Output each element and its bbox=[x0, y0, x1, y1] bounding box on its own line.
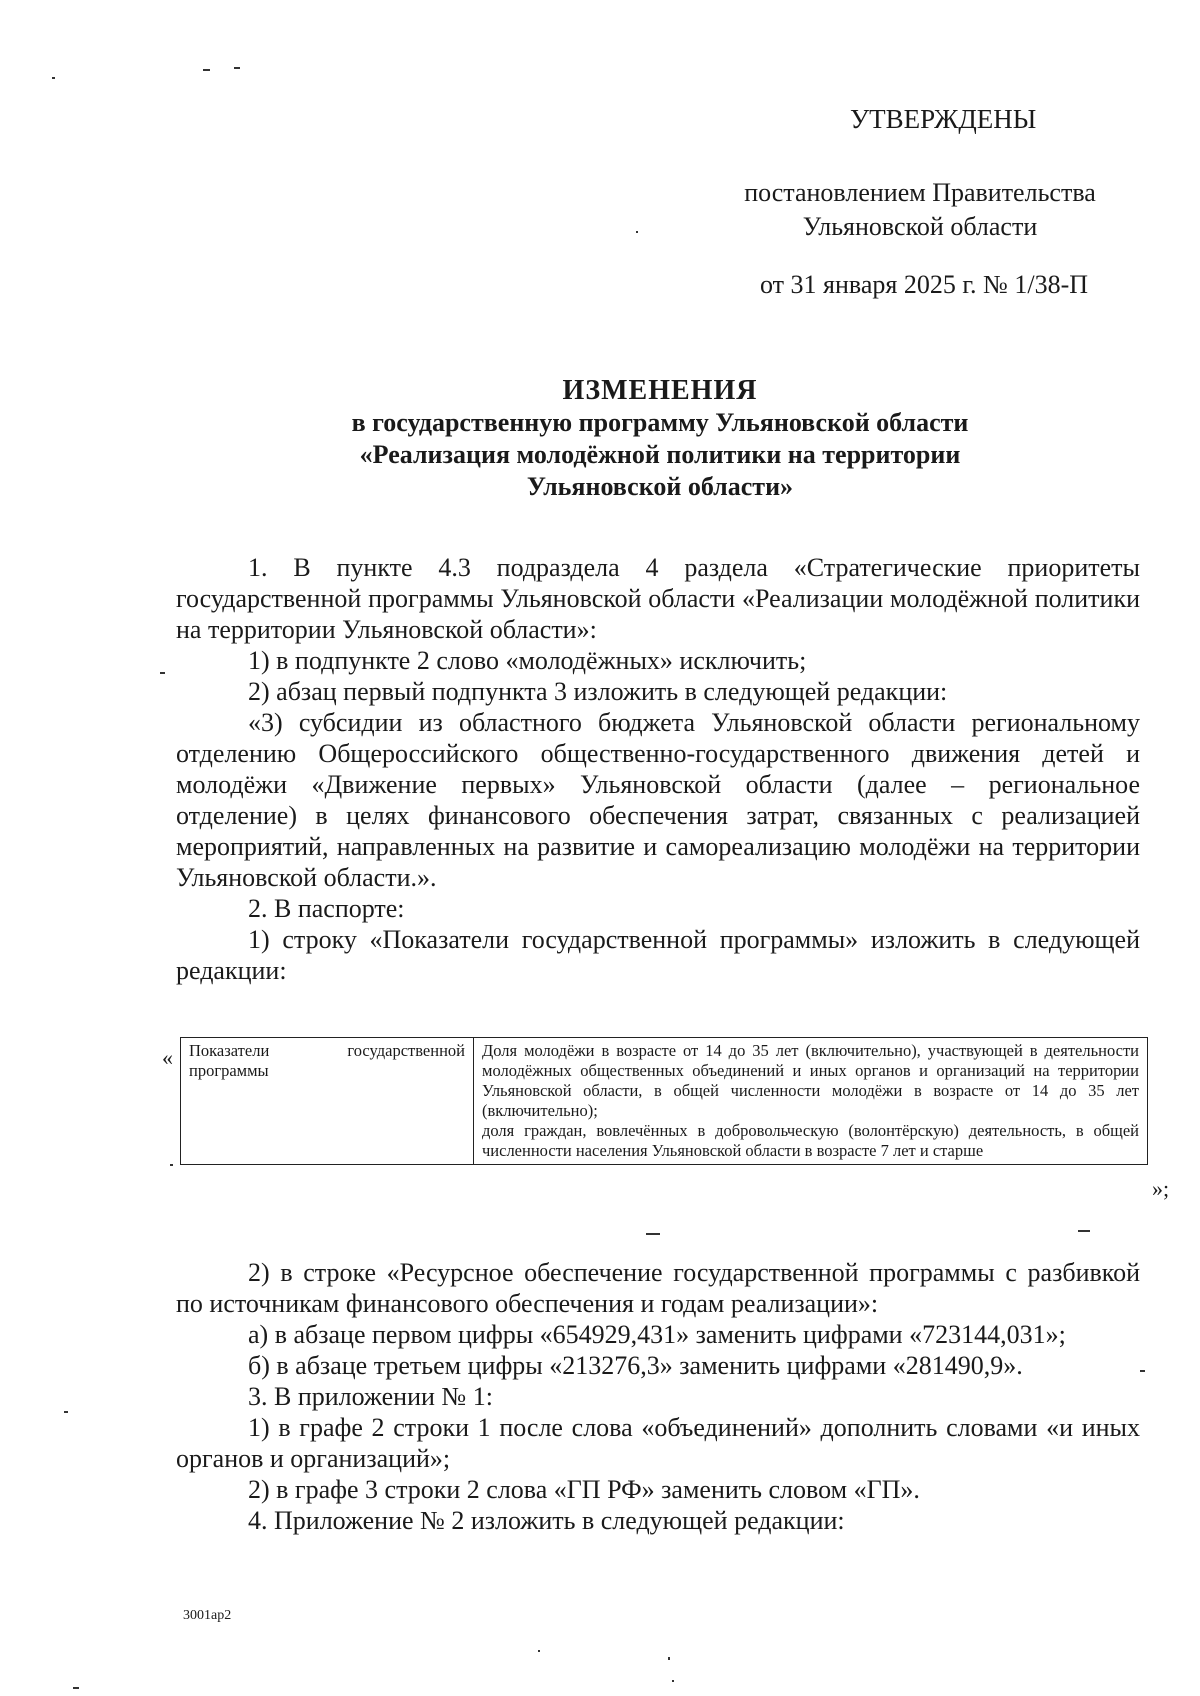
label-word-1: Показатели bbox=[189, 1041, 270, 1060]
scan-speck bbox=[203, 69, 210, 71]
paragraph-2-2: 2) в строке «Ресурсное обеспечение государственной программы с разбивкой по источникам финансового обеспечения и годам реализации»: bbox=[176, 1258, 1140, 1318]
paragraph-2: 2. В паспорте: bbox=[248, 894, 405, 923]
indicators-label-cell bbox=[181, 1038, 474, 1165]
scan-speck bbox=[170, 1164, 173, 1166]
title-line-2: в государственную программу Ульяновской области bbox=[351, 408, 969, 437]
title-line-3: «Реализация молодёжной политики на территории bbox=[359, 440, 961, 469]
label-word-2: государственной bbox=[347, 1041, 465, 1060]
scan-speck bbox=[668, 1657, 670, 1660]
scan-speck bbox=[64, 1411, 68, 1413]
decree-date-number: от 31 января 2025 г. № 1/38-П bbox=[760, 270, 1089, 299]
indicators-table bbox=[180, 1037, 1148, 1165]
scan-speck bbox=[1078, 1230, 1090, 1232]
decree-line-1: постановлением Правительства bbox=[744, 178, 1096, 207]
paragraph-1-2: 2) абзац первый подпункта 3 изложить в следующей редакции: bbox=[248, 677, 948, 706]
paragraph-2-1: 1) строку «Показатели государственной программы» изложить в следующей редакции: bbox=[176, 925, 1140, 985]
scan-speck bbox=[234, 67, 240, 69]
paragraph-4: 4. Приложение № 2 изложить в следующей редакции: bbox=[248, 1506, 845, 1535]
scan-speck bbox=[672, 1680, 674, 1682]
label-word-3: программы bbox=[189, 1061, 269, 1080]
paragraph-1-3-quote: «3) субсидии из областного бюджета Ульяновской области региональному отделению Общероссийского общественно-государственного движения детей и молодёжи «Движение первых» Ульяновской области (далее – региональное отделение) в целях финансового обеспечения затрат, связанных с реализацией мероприятий, направленных на развитие и самореализацию молодёжи на территории Ульяновской области.». bbox=[176, 708, 1140, 892]
decree-line-2: Ульяновской области bbox=[802, 212, 1038, 241]
paragraph-3-2: 2) в графе 3 строки 2 слова «ГП РФ» заменить словом «ГП». bbox=[248, 1475, 920, 1504]
document-code: 3001ap2 bbox=[183, 1608, 232, 1623]
paragraph-1: 1. В пункте 4.3 подраздела 4 раздела «Стратегические приоритеты государственной программы Ульяновской области «Реализации молодёжной политики на территории Ульяновской области»: bbox=[176, 553, 1140, 644]
approved-stamp: УТВЕРЖДЕНЫ bbox=[850, 104, 1037, 134]
table-quote-open: « bbox=[162, 1045, 173, 1070]
paragraph-1-1: 1) в подпункте 2 слово «молодёжных» исключить; bbox=[248, 646, 807, 675]
scan-speck bbox=[73, 1687, 79, 1689]
scan-speck bbox=[1140, 1370, 1145, 1372]
indicator-2-text: доля граждан, вовлечённых в добровольческую (волонтёрскую) деятельность, в общей численности населения Ульяновской области в возрасте 7 лет и старше bbox=[482, 1121, 1139, 1160]
table-row bbox=[181, 1038, 1148, 1165]
title-main: ИЗМЕНЕНИЯ bbox=[562, 375, 758, 406]
paragraph-3-1: 1) в графе 2 строки 1 после слова «объединений» дополнить словами «и иных органов и организаций»; bbox=[176, 1413, 1140, 1473]
document-title bbox=[180, 375, 1140, 503]
indicators-value-cell bbox=[474, 1038, 1148, 1165]
decree-reference bbox=[700, 176, 1140, 244]
scan-speck bbox=[52, 77, 55, 79]
paragraph-2-2-b: б) в абзаце третьем цифры «213276,3» заменить цифрами «281490,9». bbox=[248, 1351, 1023, 1380]
scan-speck bbox=[160, 672, 165, 674]
table-quote-close: »; bbox=[1152, 1176, 1170, 1201]
title-line-4: Ульяновской области» bbox=[526, 472, 794, 501]
paragraph-2-2-a: а) в абзаце первом цифры «654929,431» заменить цифрами «723144,031»; bbox=[248, 1320, 1066, 1349]
paragraph-3: 3. В приложении № 1: bbox=[248, 1382, 493, 1411]
body-text-top bbox=[176, 552, 1140, 986]
indicator-1-text: Доля молодёжи в возрасте от 14 до 35 лет (включительно), участвующей в деятельности молодёжных общественных объединений и иных органов и организаций на территории Ульяновской области, в общей численности молодёжи в возрасте от 14 до 35 лет (включительно); bbox=[482, 1041, 1139, 1120]
body-text-bottom bbox=[176, 1257, 1140, 1536]
scan-speck bbox=[636, 231, 638, 233]
scan-speck bbox=[646, 1233, 660, 1235]
scan-speck bbox=[538, 1650, 540, 1652]
